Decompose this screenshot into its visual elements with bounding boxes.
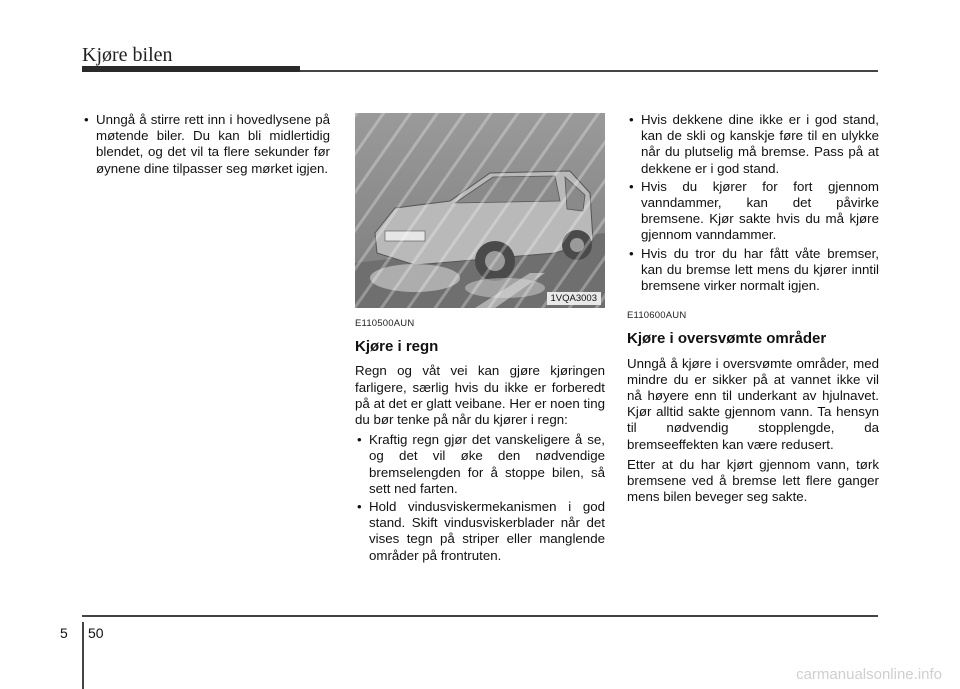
chapter-title: Kjøre bilen (82, 44, 173, 66)
bullet-wipers: • Hold vindusviskermekanismen i god stand. Skift vindusviskerblader når det vises tegn på striper eller manglende områder på frontruten. (355, 499, 605, 564)
column-2 (355, 316, 605, 566)
watermark: carmanualsonline.info (796, 666, 942, 683)
page-number: 50 (88, 625, 104, 641)
section-code: E110500AUN (355, 318, 415, 329)
figure-code: 1VQA3003 (547, 292, 601, 305)
bullet-puddles: • Hvis du kjører for fort gjennom vanndammer, kan det påvirke bremsene. Kjør sakte hvis du må kjøre gjennom vanndammer. (627, 179, 879, 244)
header-bar-thick (82, 66, 300, 72)
bullet-wet-brakes: • Hvis du tror du har fått våte bremser, kan du bremse lett mens du kjører inntil bremsene virker normalt igjen. (627, 246, 879, 295)
bullet-heavy-rain: • Kraftig regn gjør det vanskeligere å se, og det vil øke den nødvendige bremselengden for å stoppe bilen, så sett ned farten. (355, 432, 605, 497)
section-number: 5 (60, 625, 68, 641)
header-rule (300, 70, 878, 72)
column-1 (82, 112, 330, 179)
section-heading: Kjøre i regn (355, 338, 439, 356)
rain-intro: Regn og våt vei kan gjøre kjøringen farligere, særlig hvis du ikke er forberedt på at det er glatt veibane. Her er noen ting du bør tenke på når du kjører i regn: (355, 363, 605, 428)
car-in-rain-image (355, 113, 605, 308)
column-3 (627, 112, 879, 509)
section-heading: Kjøre i oversvømte områder (627, 330, 827, 348)
footer-separator (82, 622, 84, 689)
rain-car-illustration (355, 113, 605, 308)
bullet-headlights: • Unngå å stirre rett inn i hovedlysene på møtende biler. Du kan bli midlertidig blendet, og det vil ta flere sekunder før øynene dine tilpasser seg mørket igjen. (82, 112, 330, 177)
section-code: E110600AUN (627, 310, 687, 322)
flood-paragraph: Unngå å kjøre i oversvømte områder, med mindre du er sikker på at vannet ikke vil nå høyere enn til underkant av hjulnavet. Kjør alltid sakte gjennom vann. Ta hensyn til nødvendig stopplengde, da bremseeffekten kan være redusert. (627, 355, 879, 452)
flood-paragraph: Etter at du har kjørt gjennom vann, tørk bremsene ved å bremse lett flere ganger mens bilen beveger seg sakte. (627, 456, 879, 505)
bullet-tires: • Hvis dekkene dine ikke er i god stand, kan de skli og kanskje føre til en ulykke når du plutselig må bremse. Pass på at dekkene er i god stand. (627, 112, 879, 177)
footer-rule (82, 615, 878, 617)
